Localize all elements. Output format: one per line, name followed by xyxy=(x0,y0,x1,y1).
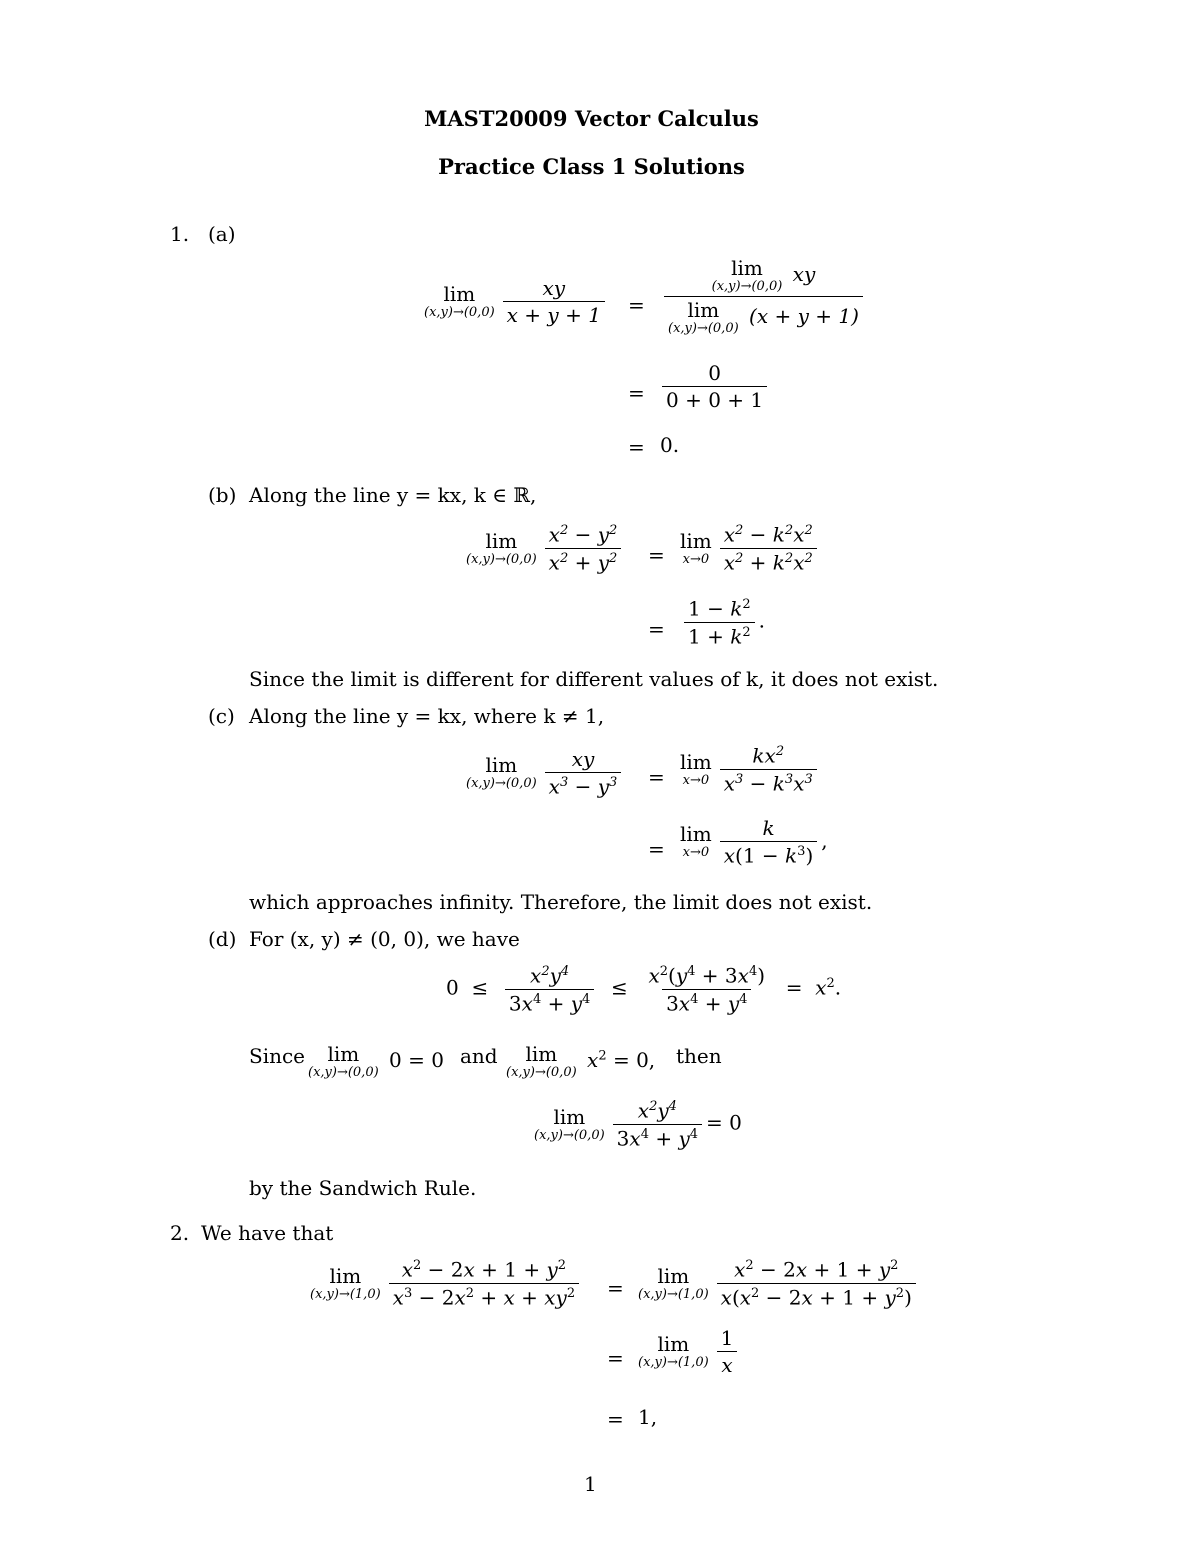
equals-sign: = xyxy=(648,765,665,789)
part-d-since: Since xyxy=(249,1044,306,1068)
q2-lhs: lim (x,y)→(1,0) $\frac{x^2 - 2x + 1 + y^2}{x^3 - 2x^2 + x + xy^2}$ xyxy=(310,1259,583,1307)
question-2-number: 2. xyxy=(170,1221,190,1245)
part-d-inequality: 0 ≤ $\frac{x^2y^4}{3x^4 + y^4}$ ≤ $\frac{x^2(y^4 + 3x^4)}{3x^4 + y^4}$ = $x^2$. xyxy=(446,963,842,1016)
part-c-result: lim x→0 $\frac{k}{x(1 - k^3)}$ , xyxy=(680,816,828,868)
equals-sign: = xyxy=(628,293,645,317)
equals-sign: = xyxy=(628,435,645,459)
part-a-label: (a) xyxy=(208,222,236,246)
part-c-intro: Along the line y = kx, where k ≠ 1, xyxy=(249,704,605,728)
equals-sign: = xyxy=(628,381,645,405)
part-c-rhs: lim x→0 $\frac{kx^2}{x^3 - k^3x^3}$ xyxy=(680,745,821,793)
part-b-lhs: lim (x,y)→(0,0) $\frac{x^2 - y^2}{x^2 + y^2}$ xyxy=(466,524,625,572)
part-c-lhs: lim (x,y)→(0,0) $\frac{xy}{x^3 - y^3}$ xyxy=(466,749,625,797)
part-d-lim-x2: lim (x,y)→(0,0) $x^2 = 0$, xyxy=(506,1042,656,1080)
part-b-result: $\frac{1 - k^2}{1 + k^2}$ . xyxy=(680,598,765,646)
equals-sign: = xyxy=(607,1346,624,1370)
part-a-result: 0. xyxy=(660,433,680,457)
q2-step2: lim (x,y)→(1,0) $\frac{1}{x}$ xyxy=(638,1328,741,1375)
part-b-rhs: lim x→0 $\frac{x^2 - k^2x^2}{x^2 + k^2x^2}$ xyxy=(680,524,821,572)
part-c-conclusion: which approaches infinity. Therefore, the limit does not exist. xyxy=(249,890,873,914)
equals-sign: = xyxy=(648,837,665,861)
question-2-intro: We have that xyxy=(201,1221,334,1245)
question-1-number: 1. xyxy=(170,222,190,246)
part-d-and: and xyxy=(460,1044,498,1068)
part-d-conclusion: by the Sandwich Rule. xyxy=(249,1176,477,1200)
part-a-lhs: lim (x,y)→(0,0) $\frac{xy}{x + y + 1}$ xyxy=(424,278,609,325)
q2-result: 1, xyxy=(638,1405,658,1429)
course-title: MAST20009 Vector Calculus xyxy=(424,106,759,131)
q2-rhs: lim (x,y)→(1,0) $\frac{x^2 - 2x + 1 + y^2}{x(x^2 - 2x + 1 + y^2)}$ xyxy=(638,1259,920,1307)
equals-sign: = xyxy=(607,1276,624,1300)
part-a-step2: $\frac{0}{0 + 0 + 1}$ xyxy=(658,363,771,410)
page-number: 1 xyxy=(584,1472,597,1496)
page-subtitle: Practice Class 1 Solutions xyxy=(438,154,745,179)
part-b-label: (b) xyxy=(208,483,237,507)
part-d-final: lim (x,y)→(0,0) $\frac{x^2y^4}{3x^4 + y^4}$ = 0 xyxy=(534,1098,742,1151)
part-c-label: (c) xyxy=(208,704,235,728)
part-d-then: then xyxy=(676,1044,722,1068)
equals-sign: = xyxy=(648,543,665,567)
part-b-intro: Along the line y = kx, k ∈ ℝ, xyxy=(249,483,537,507)
equals-sign: = xyxy=(648,617,665,641)
part-d-label: (d) xyxy=(208,927,237,951)
part-d-intro: For (x, y) ≠ (0, 0), we have xyxy=(249,927,520,951)
part-b-conclusion: Since the limit is different for different values of k, it does not exist. xyxy=(249,667,939,691)
part-a-rhs: lim (x,y)→(0,0) xy lim (x,y)→(0,0) (x + y + 1) xyxy=(660,258,867,335)
equals-sign: = xyxy=(607,1407,624,1431)
part-d-lim-zero: lim (x,y)→(0,0) 0 = 0 xyxy=(308,1042,444,1080)
